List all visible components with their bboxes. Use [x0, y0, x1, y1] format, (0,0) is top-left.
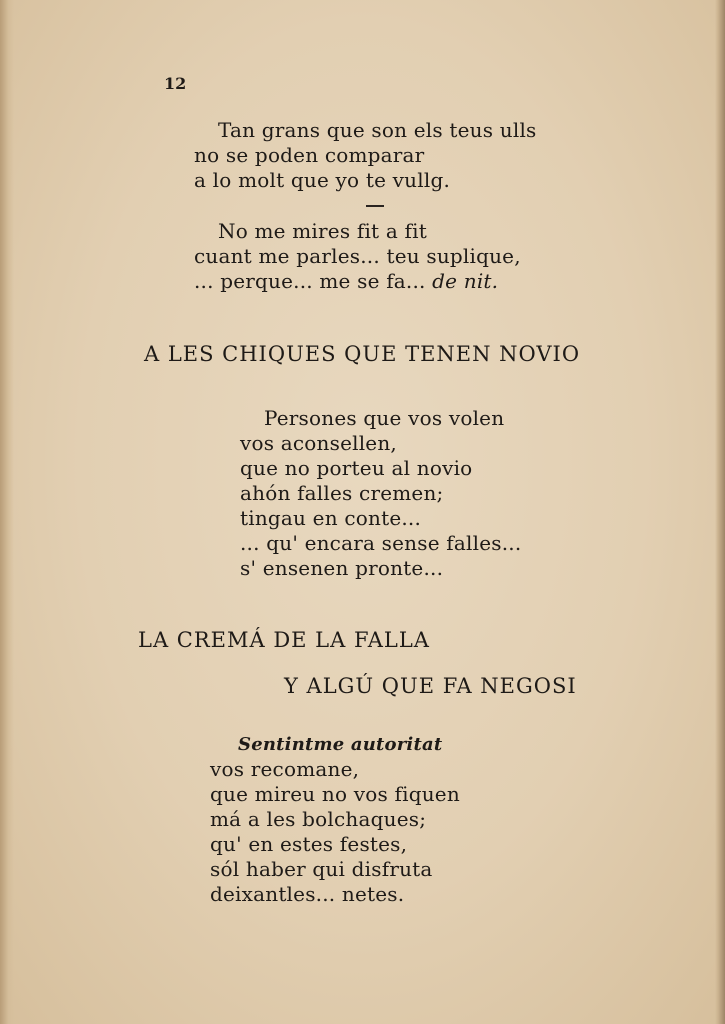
- verse-line: tingau en conte...: [240, 506, 422, 530]
- verse-italic-text: de nit.: [432, 269, 499, 293]
- verse-line: que mireu no vos fiquen: [210, 782, 460, 806]
- verse-line: No me mires fit a fit: [218, 219, 427, 243]
- verse-line: vos aconsellen,: [240, 431, 397, 455]
- section-title-falla: LA CREMÁ DE LA FALLA: [138, 628, 430, 652]
- page-left-edge: [0, 0, 14, 1024]
- verse-text: ... perque... me se fa...: [194, 269, 433, 293]
- verse-line: s' ensenen pronte...: [240, 556, 444, 580]
- stanza-separator: [366, 205, 384, 207]
- verse-line: a lo molt que yo te vullg.: [194, 168, 451, 192]
- stanza-2: [194, 219, 521, 294]
- verse-line: má a les bolchaques;: [210, 807, 427, 831]
- verse-line: vos recomane,: [210, 757, 360, 781]
- verse-line: Tan grans que son els teus ulls: [218, 118, 537, 142]
- verse-line: Persones que vos volen: [264, 406, 505, 430]
- page-right-edge: [715, 0, 725, 1024]
- poem-chiques: [240, 406, 521, 581]
- verse-line: deixantles... netes.: [210, 882, 405, 906]
- section-title-chiques: A LES CHIQUES QUE TENEN NOVIO: [144, 342, 581, 366]
- verse-italic-line: Sentintme autoritat: [238, 734, 443, 755]
- page-number: 12: [164, 74, 187, 93]
- verse-line: no se poden comparar: [194, 143, 425, 167]
- verse-line: ahón falles cremen;: [240, 481, 444, 505]
- section-subtitle-negosi: Y ALGÚ QUE FA NEGOSI: [284, 674, 577, 698]
- verse-line: qu' en estes festes,: [210, 832, 408, 856]
- verse-line: sól haber qui disfruta: [210, 857, 433, 881]
- verse-line: ... qu' encara sense falles...: [240, 531, 522, 555]
- verse-line: [194, 269, 521, 294]
- stanza-1: [194, 118, 537, 193]
- poem-falla: [210, 732, 460, 907]
- verse-line: que no porteu al novio: [240, 456, 473, 480]
- verse-line: cuant me parles... teu suplique,: [194, 244, 521, 268]
